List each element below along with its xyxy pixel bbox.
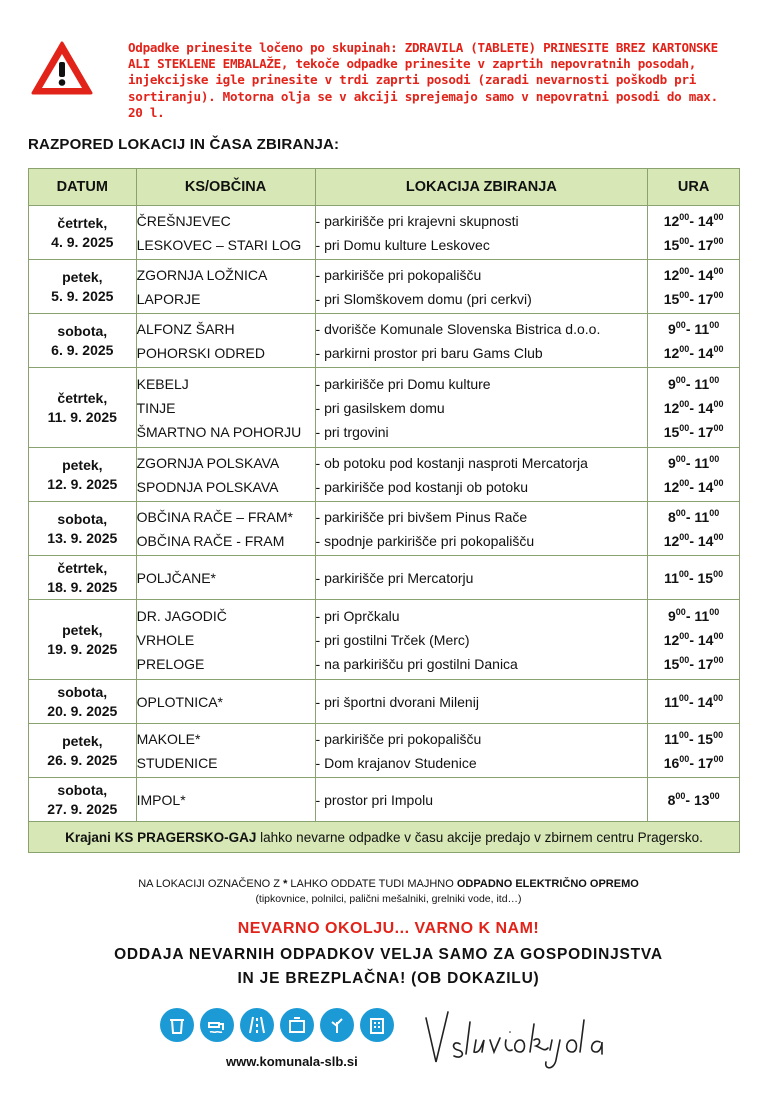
ks-name: OPLOTNICA* [136, 693, 223, 710]
end-minutes: 00 [713, 343, 724, 354]
ks-cell [136, 260, 315, 314]
end-minutes: 00 [713, 422, 724, 433]
location-cell [315, 600, 648, 680]
road-icon [240, 1008, 274, 1042]
start-minutes: 00 [678, 692, 689, 703]
time-dash: - [689, 290, 698, 307]
time-dash: - [689, 631, 698, 648]
start-minutes: 00 [675, 374, 686, 385]
start-hour: 11 [664, 730, 679, 747]
date-cell [29, 724, 137, 778]
time-range [648, 372, 739, 396]
location-cell [315, 368, 648, 448]
ks-name: KEBELJ [136, 375, 189, 392]
end-minutes: 00 [713, 654, 724, 665]
time-range [648, 751, 739, 775]
footer-row [29, 822, 740, 853]
table-row [29, 206, 740, 260]
time-dash: - [685, 607, 695, 624]
start-hour: 8 [667, 791, 676, 808]
time-range [648, 788, 739, 812]
ks-name: OBČINA RAČE - FRAM [136, 532, 285, 549]
start-minutes: 00 [679, 289, 690, 300]
location-name: - prostor pri Impolu [315, 791, 434, 808]
date: 12. 9. 2025 [47, 475, 118, 492]
location-cell [315, 206, 648, 260]
end-hour: 11 [694, 607, 710, 624]
time-cell [648, 260, 740, 314]
water-tap-icon [200, 1008, 234, 1042]
location-name: - spodnje parkirišče pri pokopališču [315, 532, 535, 549]
date: 6. 9. 2025 [51, 341, 114, 358]
start-hour: 9 [668, 320, 676, 337]
households-line-2: IN JE BREZPLAČNA! (OB DOKAZILU) [237, 970, 540, 987]
date: 27. 9. 2025 [47, 800, 118, 817]
ks-name: STUDENICE [136, 754, 218, 771]
end-minutes: 00 [713, 729, 724, 740]
weee-examples: (tipkovnice, polnilci, palični mešalniki, grelniki vode, itd…) [255, 893, 522, 905]
weekday: sobota, [57, 781, 108, 798]
date: 11. 9. 2025 [47, 408, 117, 425]
location-name: - pri gostilni Trček (Merc) [315, 631, 470, 648]
time-range [648, 451, 739, 475]
table-row [29, 778, 740, 822]
time-range [648, 233, 739, 257]
ks-cell [136, 502, 315, 556]
ks-cell [136, 314, 315, 368]
time-range [648, 727, 739, 751]
time-cell [648, 778, 740, 822]
end-hour: 14 [697, 344, 714, 361]
location-name: - pri Oprčkalu [315, 607, 400, 624]
time-dash: - [689, 399, 698, 416]
time-dash: - [688, 730, 698, 747]
slogan: NEVARNO OKOLJU... VARNO K NAM! [237, 920, 540, 937]
building-icon [360, 1008, 394, 1042]
website-link[interactable]: www.komunala-slb.si [226, 1054, 358, 1069]
table-row [29, 260, 740, 314]
time-dash: - [689, 532, 698, 549]
footer-bold: Krajani KS PRAGERSKO-GAJ [65, 829, 257, 845]
time-dash: - [689, 266, 698, 283]
ks-name: SPODNJA POLSKAVA [136, 478, 279, 495]
ks-name: POLJČANE* [136, 569, 216, 586]
end-hour: 14 [697, 212, 714, 229]
time-cell [648, 314, 740, 368]
location-name: - parkirišče pri bivšem Pinus Rače [315, 508, 528, 525]
start-minutes: 00 [679, 531, 690, 542]
start-hour: 8 [668, 508, 676, 525]
time-range [648, 396, 739, 420]
date-cell [29, 448, 137, 502]
start-minutes: 00 [679, 630, 690, 641]
location-name: - pri trgovini [315, 423, 389, 440]
weekday: četrtek, [57, 214, 108, 231]
start-minutes: 00 [675, 790, 686, 801]
time-dash: - [689, 423, 698, 440]
time-dash: - [685, 454, 695, 471]
note-bold: ODPADNO ELEKTRIČNO OPREMO [456, 878, 639, 890]
ks-cell [136, 724, 315, 778]
recycle-bin-icon [160, 1008, 194, 1042]
header-ks: KS/OBČINA [136, 169, 315, 206]
ks-name: VRHOLE [136, 631, 195, 648]
location-name: - pri športni dvorani Milenij [315, 693, 479, 710]
ks-name: PRELOGE [136, 655, 205, 672]
time-dash: - [689, 236, 698, 253]
date: 4. 9. 2025 [51, 233, 114, 250]
date: 5. 9. 2025 [51, 287, 114, 304]
location-name: - pri gasilskem domu [315, 399, 445, 416]
start-minutes: 00 [675, 507, 686, 518]
start-hour: 11 [664, 569, 679, 586]
header-location: LOKACIJA ZBIRANJA [315, 169, 648, 206]
table-row [29, 314, 740, 368]
note-mid: LAHKO ODDATE TUDI MAJHNO [290, 878, 454, 890]
location-name: - parkirišče pri pokopališču [315, 730, 482, 747]
ks-name: POHORSKI ODRED [136, 344, 265, 361]
section-title: RAZPORED LOKACIJ IN ČASA ZBIRANJA: [28, 136, 340, 153]
end-minutes: 00 [713, 568, 724, 579]
table-row [29, 724, 740, 778]
end-hour: 11 [694, 508, 710, 525]
time-range [648, 287, 739, 311]
time-dash: - [685, 375, 695, 392]
date-cell [29, 556, 137, 600]
time-range [648, 420, 739, 444]
end-hour: 15 [697, 730, 714, 747]
date-cell [29, 314, 137, 368]
start-minutes: 00 [679, 398, 690, 409]
end-hour: 11 [694, 375, 710, 392]
location-name: - ob potoku pod kostanji nasproti Mercatorja [315, 454, 588, 471]
ks-name: ZGORNJA LOŽNICA [136, 266, 268, 283]
location-cell [315, 778, 648, 822]
weee-note [0, 878, 777, 890]
footer-text: lahko nevarne odpadke v času akcije predajo v zbirnem centru Pragersko. [260, 829, 703, 845]
location-name: - parkirišče pri pokopališču [315, 266, 482, 283]
time-range [648, 341, 739, 365]
ks-name: ČREŠNJEVEC [136, 212, 231, 229]
service-icons [160, 1008, 394, 1042]
header-date: DATUM [29, 169, 137, 206]
time-dash: - [689, 344, 698, 361]
start-minutes: 00 [679, 265, 690, 276]
start-hour: 12 [663, 399, 680, 416]
start-hour: 15 [663, 655, 680, 672]
location-name: - Dom krajanov Studenice [315, 754, 477, 771]
start-minutes: 00 [678, 568, 689, 579]
start-hour: 15 [663, 423, 680, 440]
time-dash: - [685, 791, 694, 808]
end-minutes: 00 [713, 211, 724, 222]
time-range [648, 209, 739, 233]
weekday: sobota, [57, 322, 108, 339]
time-cell [648, 556, 740, 600]
date-cell [29, 368, 137, 448]
time-cell [648, 448, 740, 502]
time-dash: - [689, 754, 698, 771]
ks-name: ZGORNJA POLSKAVA [136, 454, 280, 471]
weekday: četrtek, [57, 389, 108, 406]
time-range [648, 475, 739, 499]
end-minutes: 00 [709, 606, 720, 617]
end-minutes: 00 [709, 453, 720, 464]
end-minutes: 00 [713, 289, 724, 300]
end-hour: 14 [697, 478, 714, 495]
location-name: - dvorišče Komunale Slovenska Bistrica d.o.o. [315, 320, 601, 337]
greenery-icon [320, 1008, 354, 1042]
time-cell [648, 502, 740, 556]
start-hour: 15 [663, 290, 680, 307]
weekday: petek, [62, 268, 103, 285]
ks-cell [136, 448, 315, 502]
ks-cell [136, 556, 315, 600]
location-name: - pri Slomškovem domu (pri cerkvi) [315, 290, 532, 307]
note-star: * [283, 878, 288, 890]
start-hour: 12 [663, 631, 680, 648]
end-hour: 14 [697, 693, 714, 710]
table-row [29, 448, 740, 502]
start-hour: 12 [663, 344, 680, 361]
households-line-1: ODDAJA NEVARNIH ODPADKOV VELJA SAMO ZA GOSPODINJSTVA [114, 946, 663, 963]
date-cell [29, 502, 137, 556]
start-minutes: 00 [675, 453, 686, 464]
time-dash: - [685, 508, 695, 525]
ks-cell [136, 206, 315, 260]
ks-cell [136, 368, 315, 448]
end-minutes: 00 [713, 630, 724, 641]
date: 13. 9. 2025 [47, 529, 118, 546]
end-minutes: 00 [713, 398, 724, 409]
end-hour: 11 [694, 320, 710, 337]
end-hour: 17 [697, 236, 714, 253]
signature-logo [420, 1004, 620, 1074]
start-minutes: 00 [679, 753, 690, 764]
time-dash: - [688, 569, 698, 586]
note-prefix: NA LOKACIJI OZNAČENO Z [138, 878, 281, 890]
warning-icon [30, 40, 94, 96]
end-minutes: 00 [713, 235, 724, 246]
date: 18. 9. 2025 [47, 578, 118, 595]
weekday: četrtek, [57, 559, 108, 576]
start-minutes: 00 [679, 211, 690, 222]
time-dash: - [685, 320, 695, 337]
start-hour: 9 [668, 454, 676, 471]
location-name: - parkirišče pod kostanji ob potoku [315, 478, 528, 495]
location-cell [315, 314, 648, 368]
location-cell [315, 680, 648, 724]
end-hour: 15 [697, 569, 714, 586]
end-hour: 13 [693, 791, 710, 808]
location-name: - na parkirišču pri gostilni Danica [315, 655, 518, 672]
start-minutes: 00 [678, 729, 689, 740]
time-dash: - [688, 693, 698, 710]
table-row [29, 556, 740, 600]
weekday: petek, [62, 456, 103, 473]
end-hour: 17 [697, 290, 714, 307]
end-hour: 14 [697, 399, 714, 416]
location-name: - parkirišče pri krajevni skupnosti [315, 212, 519, 229]
time-range [648, 690, 739, 714]
ks-cell [136, 600, 315, 680]
end-hour: 14 [697, 532, 714, 549]
end-hour: 17 [697, 754, 714, 771]
weekday: petek, [62, 621, 103, 638]
start-hour: 11 [664, 693, 679, 710]
end-minutes: 00 [713, 692, 724, 703]
end-hour: 11 [694, 454, 710, 471]
time-cell [648, 680, 740, 724]
end-minutes: 00 [713, 753, 724, 764]
end-hour: 14 [697, 266, 714, 283]
location-cell [315, 724, 648, 778]
date-cell [29, 260, 137, 314]
time-range [648, 566, 739, 590]
location-name: - parkirni prostor pri baru Gams Club [315, 344, 543, 361]
time-range [648, 628, 739, 652]
start-hour: 9 [668, 375, 676, 392]
start-minutes: 00 [679, 235, 690, 246]
end-minutes: 00 [713, 265, 724, 276]
start-hour: 12 [663, 266, 680, 283]
end-minutes: 00 [709, 319, 720, 330]
time-range [648, 652, 739, 676]
time-cell [648, 368, 740, 448]
start-minutes: 00 [679, 477, 690, 488]
date-cell [29, 778, 137, 822]
time-range [648, 604, 739, 628]
weekday: sobota, [57, 510, 108, 527]
end-hour: 17 [697, 423, 714, 440]
start-minutes: 00 [679, 422, 690, 433]
time-range [648, 505, 739, 529]
date: 26. 9. 2025 [47, 751, 118, 768]
start-minutes: 00 [675, 319, 686, 330]
time-dash: - [689, 655, 698, 672]
ks-name: LESKOVEC – STARI LOG [136, 236, 302, 253]
time-cell [648, 724, 740, 778]
date-cell [29, 600, 137, 680]
start-hour: 15 [663, 236, 680, 253]
location-name: - parkirišče pri Mercatorju [315, 569, 474, 586]
ks-name: ALFONZ ŠARH [136, 320, 235, 337]
ks-cell [136, 680, 315, 724]
end-minutes: 00 [713, 477, 724, 488]
date-cell [29, 206, 137, 260]
date: 19. 9. 2025 [47, 640, 118, 657]
start-hour: 12 [663, 478, 680, 495]
location-cell [315, 448, 648, 502]
ks-name: ŠMARTNO NA POHORJU [136, 423, 302, 440]
ks-name: OBČINA RAČE – FRAM* [136, 508, 293, 525]
time-cell [648, 206, 740, 260]
schedule-table [28, 168, 740, 853]
end-minutes: 00 [713, 531, 724, 542]
end-hour: 14 [697, 631, 714, 648]
end-minutes: 00 [709, 507, 720, 518]
start-minutes: 00 [679, 654, 690, 665]
ks-name: MAKOLE* [136, 730, 201, 747]
weekday: petek, [62, 732, 103, 749]
time-dash: - [689, 478, 698, 495]
footer-cell [29, 822, 740, 853]
start-hour: 16 [663, 754, 680, 771]
end-minutes: 00 [709, 374, 720, 385]
location-cell [315, 556, 648, 600]
end-hour: 17 [697, 655, 714, 672]
time-range [648, 263, 739, 287]
date-cell [29, 680, 137, 724]
table-row [29, 600, 740, 680]
table-header-row [29, 169, 740, 206]
start-hour: 12 [663, 212, 680, 229]
warning-text: Odpadke prinesite ločeno po skupinah: ZDRAVILA (TABLETE) PRINESITE BREZ KARTONSKE ALI STEKLENE EMBALAŽE, tekoče odpadke prinesite v zaprtih nepovratnih posodah, injekcijske igle prinesite v trdi zaprti posodi (zaradi nevarnosti poškodb pri sortiranju). Motorna olja se v akciji sprejemajo samo v nepovratni posodi do max. 20 l. [128, 40, 718, 120]
start-minutes: 00 [675, 606, 686, 617]
time-range [648, 317, 739, 341]
time-dash: - [689, 212, 698, 229]
date: 20. 9. 2025 [47, 702, 118, 719]
location-cell [315, 260, 648, 314]
ks-name: DR. JAGODIČ [136, 607, 227, 624]
location-cell [315, 502, 648, 556]
header-time: URA [648, 169, 740, 206]
ks-cell [136, 778, 315, 822]
ks-name: IMPOL* [136, 791, 186, 808]
ks-name: LAPORJE [136, 290, 201, 307]
start-hour: 12 [663, 532, 680, 549]
start-hour: 9 [668, 607, 676, 624]
location-name: - pri Domu kulture Leskovec [315, 236, 490, 253]
time-cell [648, 600, 740, 680]
table-row [29, 502, 740, 556]
waste-container-icon [280, 1008, 314, 1042]
start-minutes: 00 [679, 343, 690, 354]
end-minutes: 00 [709, 790, 720, 801]
weekday: sobota, [57, 683, 108, 700]
table-row [29, 680, 740, 724]
ks-name: TINJE [136, 399, 176, 416]
table-row [29, 368, 740, 448]
location-name: - parkirišče pri Domu kulture [315, 375, 491, 392]
time-range [648, 529, 739, 553]
